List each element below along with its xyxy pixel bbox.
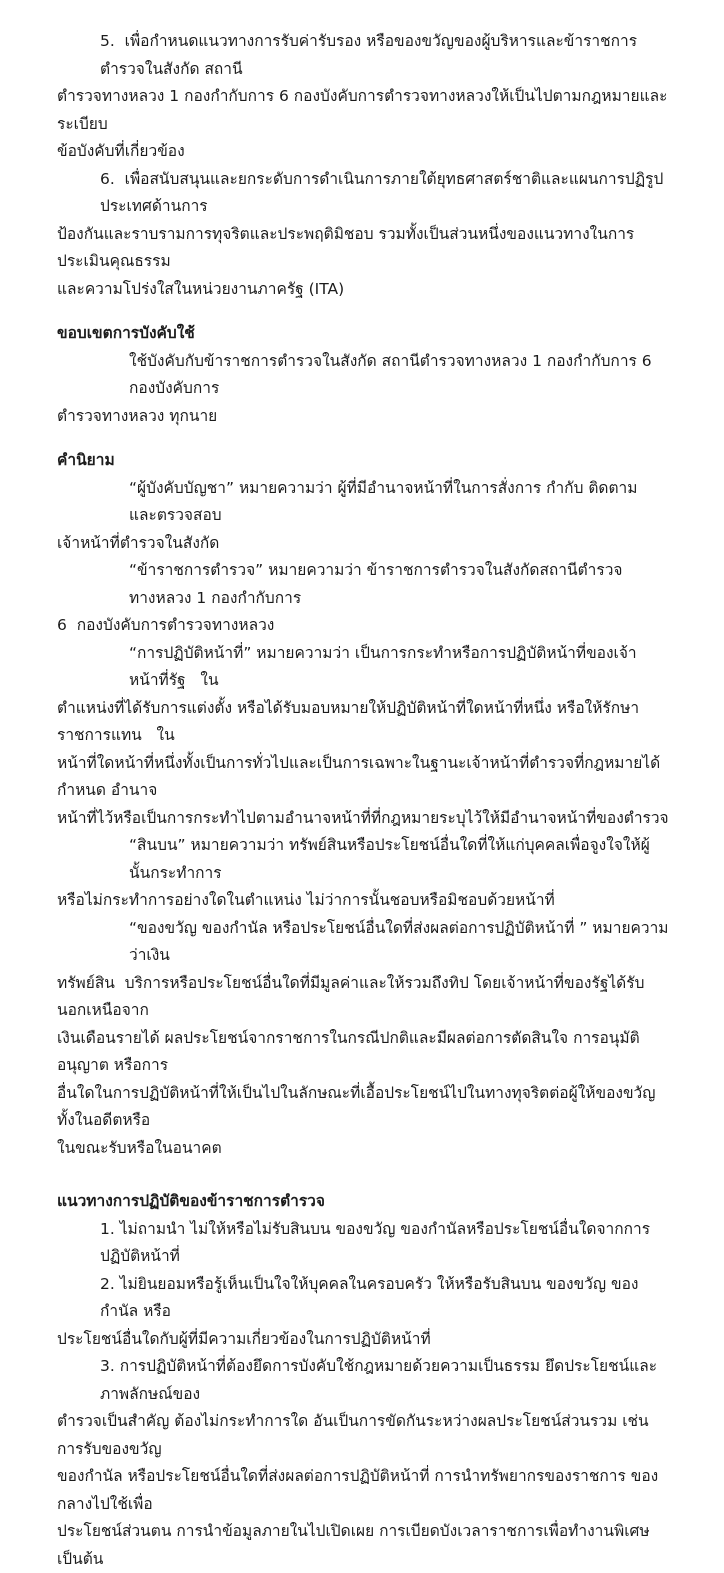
section-heading bbox=[57, 447, 670, 475]
text-line: ตำรวจทางหลวง 1 กองกำกับการ 6 กองบังคับการตำรวจทางหลวงให้เป็นไปตามกฎหมายและระเบียบ bbox=[57, 87, 668, 133]
text-line: “ผู้บังคับบัญชา” หมายความว่า ผู้ที่มีอำนาจหน้าที่ในการสั่งการ กำกับ ติดตาม และตรวจสอบ bbox=[129, 478, 643, 524]
text-line: ประโยชน์อื่นใดกับผู้ที่มีความเกี่ยวข้องในการปฏิบัติหน้าที่ bbox=[57, 1329, 431, 1348]
text-line: อื่นใดในการปฏิบัติหน้าที่ให้เป็นไปในลักษณะที่เอื้อประโยชน์ไปในทางทุจริตต่อผู้ให้ของขวัญทั้งในอดีตหรือ bbox=[57, 1083, 656, 1129]
text-line: 1. ไม่ถามนำ ไม่ให้หรือไม่รับสินบน ของขวัญ ของกำนัลหรือประโยชน์อื่นใดจากการปฏิบัติหน้าที่ bbox=[100, 1219, 651, 1265]
text-line: “การปฏิบัติหน้าที่” หมายความว่า เป็นการกระทำหรือการปฏิบัติหน้าที่ของเจ้าหน้าที่รัฐ ใน bbox=[129, 643, 637, 689]
document-body bbox=[57, 28, 670, 1573]
numbered-item bbox=[57, 166, 670, 304]
text-line: ในขณะรับหรือในอนาคต bbox=[57, 1138, 222, 1157]
paragraph bbox=[57, 348, 670, 431]
text-line: ทรัพย์สิน บริการหรือประโยชน์อื่นใดที่มีมูลค่าและให้รวมถึงทิป โดยเจ้าหน้าที่ของรัฐได้รับนอกเหนือจาก bbox=[57, 973, 645, 1019]
text-line: ของกำนัล หรือประโยชน์อื่นใดที่ส่งผลต่อการปฏิบัติหน้าที่ การนำทรัพยากรของราชการ ของกลางไปใช้เพื่อ bbox=[57, 1467, 659, 1513]
text-line: ตำรวจเป็นสำคัญ ต้องไม่กระทำการใด อันเป็นการขัดกันระหว่างผลประโยชน์ส่วนรวม เช่น การรับของขวัญ bbox=[57, 1412, 654, 1458]
text-line: 6. เพื่อสนับสนุนและยกระดับการดำเนินการภายใต้ยุทธศาสตร์ชาติและแผนการปฏิรูปประเทศด้านการ bbox=[100, 169, 664, 215]
text-line: “สินบน” หมายความว่า ทรัพย์สินหรือประโยชน์อื่นใดที่ให้แก่บุคคลเพื่อจูงใจให้ผู้นั้นกระทำการ bbox=[129, 836, 650, 882]
section-heading bbox=[57, 320, 670, 348]
text-line: ประโยชน์ส่วนตน การนำข้อมูลภายในไปเปิดเผย การเบียดบังเวลาราชการเพื่อทำงานพิเศษ เป็นต้น bbox=[57, 1522, 660, 1568]
text-line: 2. ไม่ยินยอมหรือรู้เห็นเป็นใจให้บุคคลในครอบครัว ให้หรือรับสินบน ของขวัญ ของกำนัล หรือ bbox=[100, 1274, 639, 1320]
paragraph bbox=[57, 915, 670, 1163]
numbered-item bbox=[57, 1353, 670, 1573]
text-line: 5. เพื่อกำหนดแนวทางการรับค่ารับรอง หรือของขวัญของผู้บริหารและข้าราชการตำรวจในสังกัด สถานี bbox=[100, 32, 638, 78]
section-heading bbox=[57, 1188, 670, 1216]
text-line: ข้อบังคับที่เกี่ยวข้อง bbox=[57, 142, 185, 160]
section-heading-text: แนวทางการปฏิบัติของข้าราชการตำรวจ bbox=[57, 1192, 325, 1210]
text-line: ตำรวจทางหลวง ทุกนาย bbox=[57, 406, 218, 425]
paragraph bbox=[57, 475, 670, 558]
paragraph bbox=[57, 832, 670, 915]
section-heading-text: คำนิยาม bbox=[57, 451, 115, 469]
text-line: “ข้าราชการตำรวจ” หมายความว่า ข้าราชการตำรวจในสังกัดสถานีตำรวจทางหลวง 1 กองกำกับการ bbox=[129, 561, 623, 607]
paragraph bbox=[57, 557, 670, 640]
text-line: หน้าที่ไว้หรือเป็นการกระทำไปตามอำนาจหน้าที่ที่กฎหมายระบุไว้ให้มีอำนาจหน้าที่ของตำรวจ bbox=[57, 808, 669, 827]
paragraph bbox=[57, 640, 670, 833]
text-line: ใช้บังคับกับข้าราชการตำรวจในสังกัด สถานีตำรวจทางหลวง 1 กองกำกับการ 6 กองบังคับการ bbox=[129, 351, 657, 397]
text-line: เงินเดือนรายได้ ผลประโยชน์จากราชการในกรณีปกติและมีผลต่อการตัดสินใจ การอนุมัติ อนุญาต หรือการ bbox=[57, 1028, 645, 1074]
numbered-item bbox=[57, 1271, 670, 1354]
section-heading-text: ขอบเขตการบังคับใช้ bbox=[57, 324, 195, 342]
text-line: ตำแหน่งที่ได้รับการแต่งตั้ง หรือได้รับมอบหมายให้ปฏิบัติหน้าที่ใดหน้าที่หนึ่ง หรือให้รักษาราชการแทน ใน bbox=[57, 698, 640, 744]
numbered-item bbox=[57, 1216, 670, 1271]
text-line: หรือไม่กระทำการอย่างใดในตำแหน่ง ไม่ว่าการนั้นชอบหรือมิชอบด้วยหน้าที่ bbox=[57, 891, 555, 909]
numbered-item bbox=[57, 28, 670, 166]
text-line: เจ้าหน้าที่ตำรวจในสังกัด bbox=[57, 533, 220, 552]
text-line: “ของขวัญ ของกำนัล หรือประโยชน์อื่นใดที่ส่งผลต่อการปฏิบัติหน้าที่ ” หมายความว่าเงิน bbox=[129, 918, 669, 964]
text-line: ป้องกันและราบรามการทุจริตและประพฤติมิชอบ รวมทั้งเป็นส่วนหนึ่งของแนวทางในการประเมินคุณธรรม bbox=[57, 224, 635, 270]
text-line: 6 กองบังคับการตำรวจทางหลวง bbox=[57, 616, 275, 634]
text-line: 3. การปฏิบัติหน้าที่ต้องยึดการบังคับใช้กฎหมายด้วยความเป็นธรรม ยึดประโยชน์และภาพลักษณ์ของ bbox=[100, 1357, 658, 1403]
text-line: หน้าที่ใดหน้าที่หนึ่งทั้งเป็นการทั่วไปและเป็นการเฉพาะในฐานะเจ้าหน้าที่ตำรวจที่กฎหมายได้กำหนด อำนาจ bbox=[57, 753, 661, 799]
text-line: และความโปร่งใสในหน่วยงานภาครัฐ (ITA) bbox=[57, 279, 345, 298]
